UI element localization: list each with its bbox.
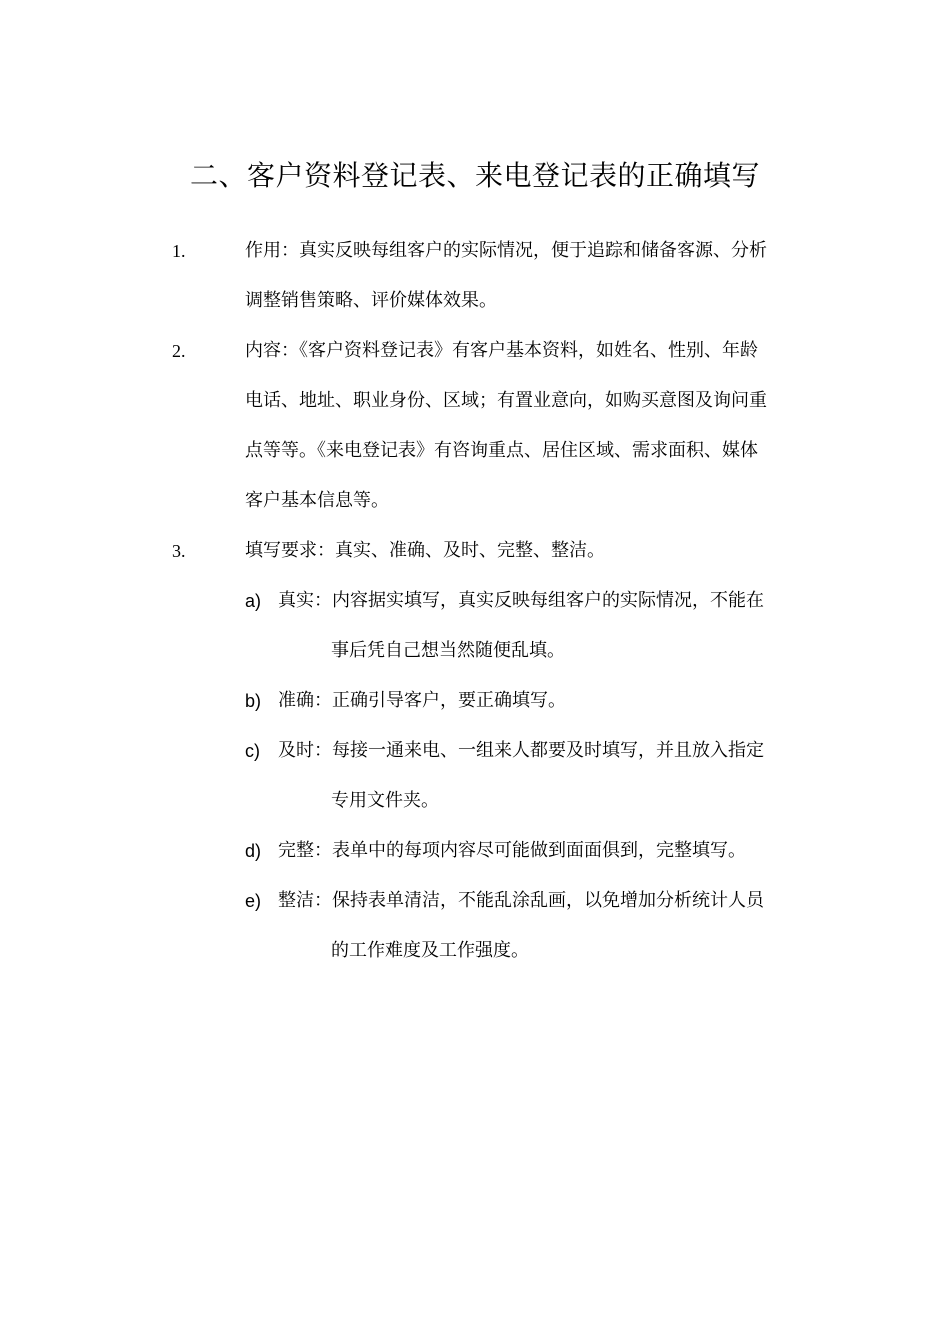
sub-item-marker: a) (245, 591, 262, 611)
list-item-text: 作用：真实反映每组客户的实际情况，便于追踪和储备客源、分析 (245, 240, 767, 261)
list-number: 1. (172, 241, 186, 261)
list-item-text: 内容：《客户资料登记表》有客户基本资料，如姓名、性别、年龄 (245, 340, 758, 361)
list-item-text: 电话、地址、职业身份、区域；有置业意向，如购买意图及询问重 (245, 390, 767, 411)
list-number: 2. (172, 341, 186, 361)
sub-item-marker: e) (245, 891, 262, 911)
sub-item-marker: b) (245, 691, 262, 711)
sub-item-text: 准确：正确引导客户，要正确填写。 (278, 690, 566, 711)
list-number: 3. (172, 541, 186, 561)
sub-item-text: 事后凭自己想当然随便乱填。 (331, 640, 565, 661)
sub-item-text: 专用文件夹。 (331, 790, 439, 811)
sub-item-marker: d) (245, 841, 262, 861)
sub-item-text: 真实：内容据实填写，真实反映每组客户的实际情况，不能在 (278, 590, 764, 611)
page-title: 二、客户资料登记表、来电登记表的正确填写 (189, 159, 760, 192)
list-item-text: 客户基本信息等。 (245, 490, 389, 511)
sub-item-marker: c) (245, 741, 260, 761)
list-item-text: 调整销售策略、评价媒体效果。 (245, 290, 497, 311)
sub-item-text: 完整：表单中的每项内容尽可能做到面面俱到，完整填写。 (278, 840, 746, 861)
sub-item-text: 整洁：保持表单清洁，不能乱涂乱画，以免增加分析统计人员 (278, 890, 764, 911)
sub-item-text: 及时：每接一通来电、一组来人都要及时填写，并且放入指定 (278, 740, 764, 761)
sub-item-text: 的工作难度及工作强度。 (331, 940, 529, 961)
list-item-text: 点等等。《来电登记表》有咨询重点、居住区域、需求面积、媒体 (245, 440, 758, 461)
list-item-text: 填写要求：真实、准确、及时、完整、整洁。 (245, 540, 605, 561)
